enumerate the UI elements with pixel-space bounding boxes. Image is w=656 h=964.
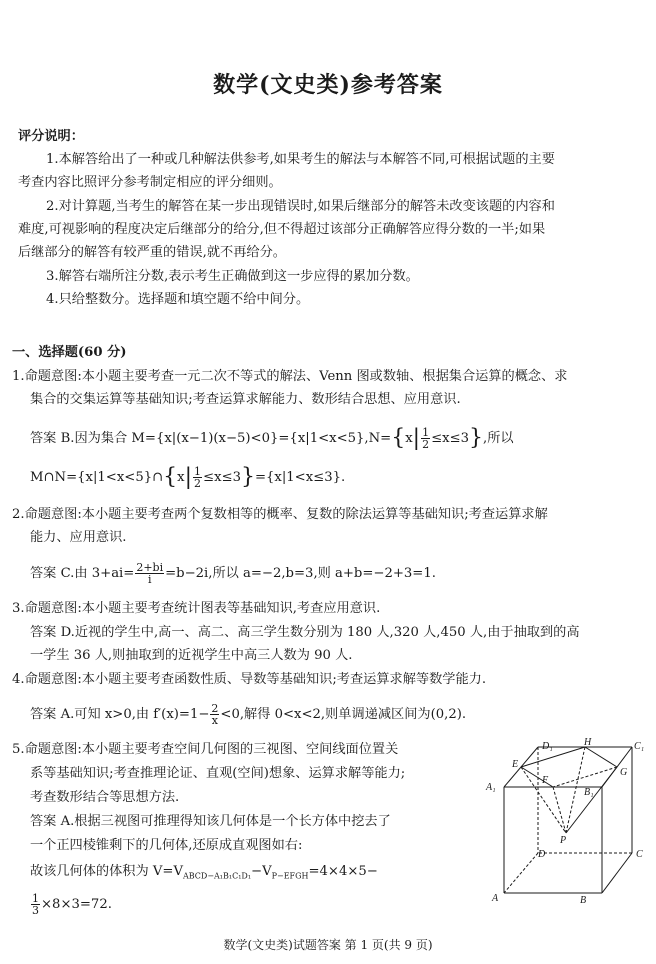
question-4-answer: 答案 A.可知 x>0,由 f′(x)=1− $\frac{2}{x}$ <0,解得 0<x<2,则单调递减区间为(0,2). [30, 702, 467, 727]
brace-close: } [469, 425, 483, 451]
vertex-label: H [584, 737, 592, 748]
vertex-label: B₁ [584, 787, 594, 798]
vertex-label: F [542, 775, 549, 786]
vertex-label: B [580, 895, 587, 905]
question-2-answer: 答案 C.由 3+ai= $\frac{2+bi}{i}$ =b−2i,所以 a=−2,b=3,则 a+b=−2+3=1. [30, 561, 436, 586]
fraction: $\frac{2}{x}$ [211, 702, 219, 727]
section-heading: 一、选择题(60 分) [12, 345, 127, 360]
vertex-label: E [512, 759, 519, 770]
question-5-answer: $\frac{1}{3}$ ×8×3=72. [32, 892, 112, 917]
vertex-label: D₁ [542, 741, 553, 752]
instruction-line: 3.解答右端所注分数,表示考生正确做到这一步应得的累加分数。 [46, 269, 419, 284]
vertex-label: D [538, 849, 546, 860]
question-5-answer: 一个正四棱锥剩下的几何体,还原成直观图如右: [30, 838, 303, 853]
vertex-label: C [636, 849, 643, 860]
instruction-line: 1.本解答给出了一种或几种解法供参考,如果考生的解法与本解答不同,可根据试题的主要 [46, 152, 555, 167]
question-3-answer: 一学生 36 人,则抽取到的近视学生中高三人数为 90 人. [30, 648, 353, 663]
vertex-label: G [620, 767, 628, 778]
fraction: $\frac{1}{3}$ [32, 892, 39, 917]
question-5-intent: 系等基础知识;考查推理论证、直观(空间)想象、运算求解等能力; [30, 766, 406, 781]
instruction-line: 4.只给整数分。选择题和填空题不给中间分。 [46, 292, 310, 307]
brace-open: { [391, 425, 406, 451]
vertex-label: C₁ [634, 741, 645, 752]
question-1-intent: 1.命题意图:本小题主要考查一元二次不等式的解法、Venn 图或数轴、根据集合运算的概念、求 [12, 369, 568, 384]
geometry-figure [474, 735, 654, 905]
question-5-answer: 故该几何体的体积为 $V=V_{ABCD-A_1B_1C_1D_1}-V_{P-EFGH}=4\times 4\times 5-$ [30, 864, 378, 881]
page-title: 数学(文史类)参考答案 [213, 72, 443, 98]
question-1-answer: 答案 B.因为集合 M={x|(x−1)(x−5)<0}={x|1<x<5},N={x| $\frac{1}{2}$ ≤x≤3},所以 [30, 425, 514, 451]
instruction-line: 考查内容比照评分参考制定相应的评分细则。 [18, 175, 282, 190]
question-5-intent: 考查数形结合等思想方法. [30, 790, 180, 805]
question-4-intent: 4.命题意图:本小题主要考查函数性质、导数等基础知识;考查运算求解等数学能力. [12, 672, 487, 687]
vertex-label: P [560, 835, 567, 846]
fraction: $\frac{2+bi}{i}$ [136, 561, 164, 586]
question-1-answer: M∩N={x|1<x<5}∩{x| $\frac{1}{2}$ ≤x≤3}={x|1<x≤3}. [30, 464, 346, 490]
instruction-line: 后继部分的解答有较严重的错误,就不再给分。 [18, 245, 286, 260]
vertex-label: A₁ [486, 782, 496, 793]
page-footer: 数学(文史类)试题答案 第 1 页(共 9 页) [223, 938, 433, 952]
question-3-answer: 答案 D.近视的学生中,高一、高二、高三学生数分别为 180 人,320 人,450 人,由于抽取到的高 [30, 625, 580, 640]
question-2-intent: 2.命题意图:本小题主要考查两个复数相等的概率、复数的除法运算等基础知识;考查运算求解 [12, 507, 548, 522]
vertex-label: A [492, 893, 499, 904]
instructions-heading: 评分说明： [18, 129, 84, 144]
question-2-intent: 能力、应用意识. [30, 530, 127, 545]
question-3-intent: 3.命题意图:本小题主要考查统计图表等基础知识,考查应用意识. [12, 601, 381, 616]
question-5-intent: 5.命题意图:本小题主要考查空间几何图的三视图、空间线面位置关 [12, 742, 399, 757]
question-1-intent: 集合的交集运算等基础知识;考查运算求解能力、数形结合思想、应用意识. [30, 392, 461, 407]
instruction-line: 2.对计算题,当考生的解答在某一步出现错误时,如果后继部分的解答未改变该题的内容和 [46, 199, 555, 214]
fraction: $\frac{1}{2}$ [194, 465, 202, 490]
question-5-answer: 答案 A.根据三视图可推理得知该几何体是一个长方体中挖去了 [30, 814, 391, 829]
instruction-line: 难度,可视影响的程度决定后继部分的给分,但不得超过该部分正确解答应得分数的一半;如果 [18, 222, 546, 237]
fraction: $\frac{1}{2}$ [422, 426, 430, 451]
